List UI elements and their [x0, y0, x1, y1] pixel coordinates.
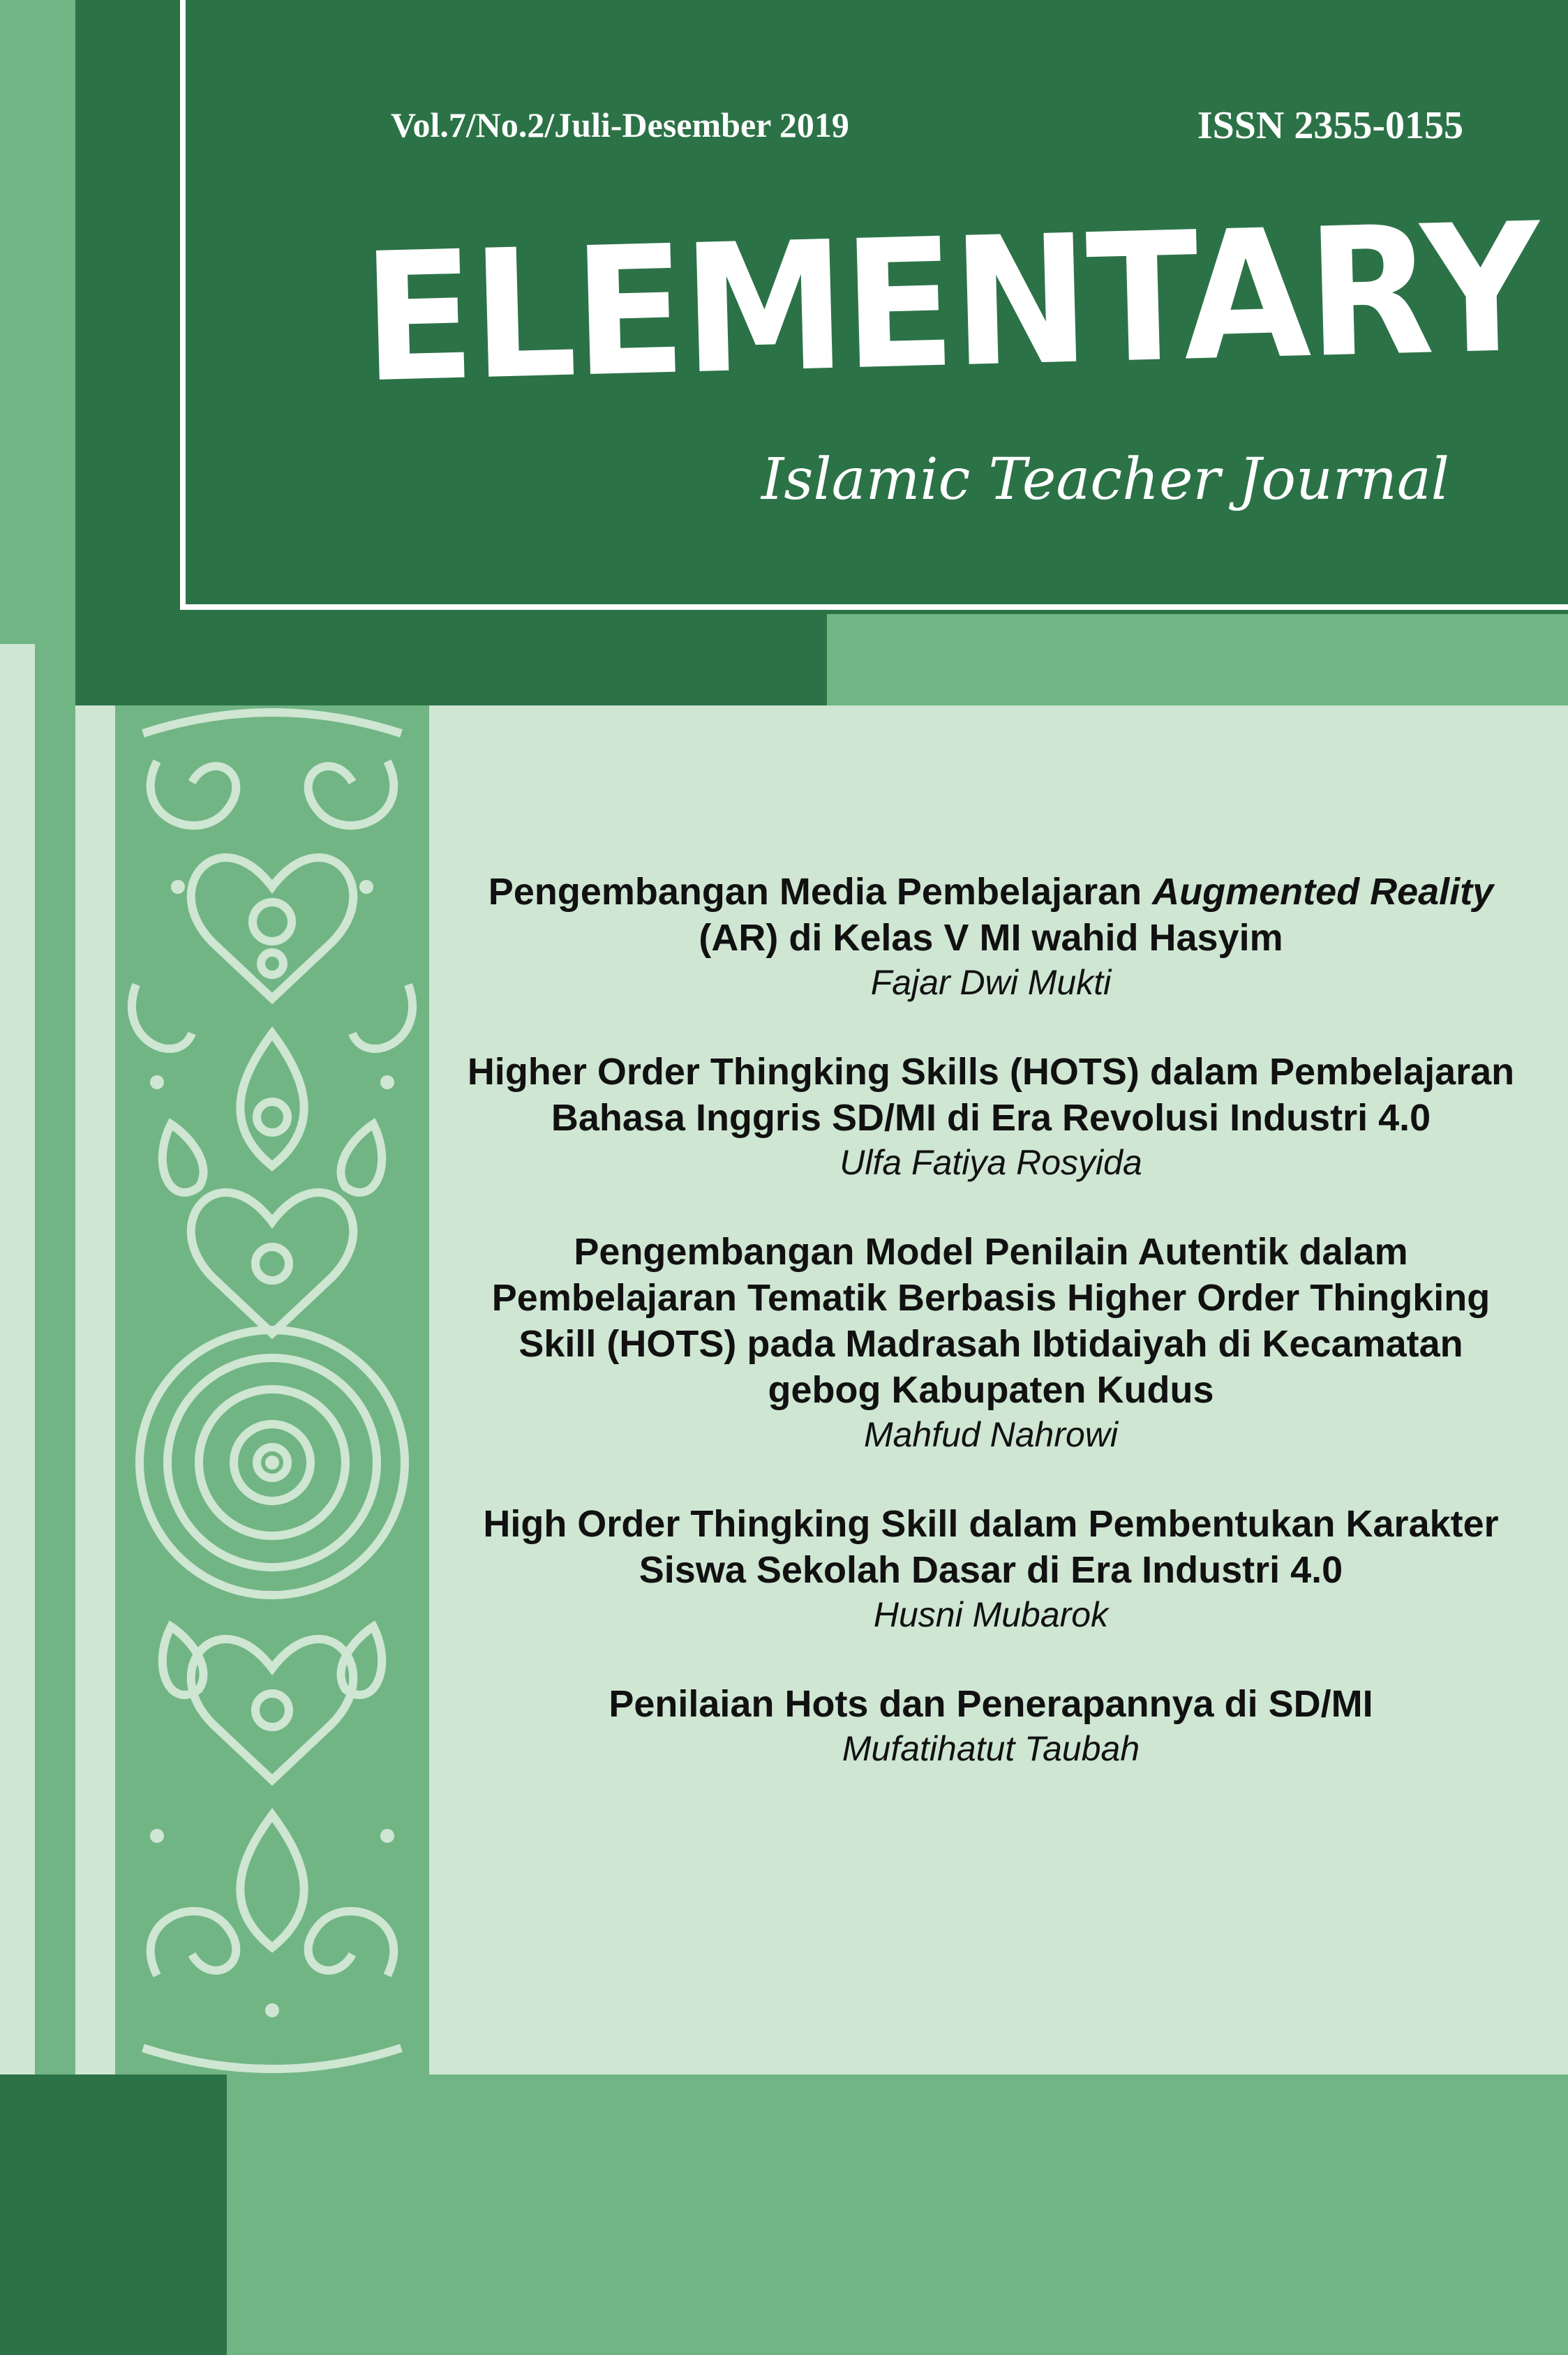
footer-band: [0, 2074, 1568, 2355]
article-author: Mufatihatut Taubah: [842, 1729, 1140, 1768]
article-author: Ulfa Fatiya Rosyida: [839, 1143, 1142, 1182]
journal-subtitle: Islamic Teacher Journal: [761, 447, 1449, 513]
header-accent-band: [827, 614, 1568, 705]
article-title-part: Pengembangan Media Pembelajaran: [488, 871, 1153, 913]
article-title: High Order Thingking Skill dalam Pembentukan Karakter Siswa Sekolah Dasar di Era Industri 4.0: [483, 1503, 1499, 1591]
left-pale-strip: [0, 644, 35, 2074]
footer-dark-block: [0, 2074, 227, 2355]
mandala-ornament-icon: [115, 705, 429, 2076]
journal-title: ELEMENTARY: [360, 186, 1541, 422]
issue-info: Vol.7/No.2/Juli-Desember 2019: [391, 105, 849, 144]
article-title-emphasis: Augmented Reality: [1152, 871, 1494, 913]
article-title: Penilaian Hots dan Penerapannya di SD/MI: [608, 1683, 1373, 1725]
article-item: [461, 1501, 1521, 1636]
article-list: [461, 869, 1521, 1815]
ornament-pattern-strip: [115, 705, 429, 2076]
issn-number: ISSN 2355-0155: [1197, 104, 1463, 147]
article-item: [461, 1681, 1521, 1770]
article-title: Pengembangan Model Penilain Autentik dalam Pembelajaran Tematik Berbasis Higher Order Thingking Skill (HOTS) pada Madrasah Ibtidaiyah di Kecamatan gebog Kabupaten Kudus: [491, 1231, 1491, 1411]
article-item: [461, 869, 1521, 1004]
article-title: [461, 869, 1521, 961]
article-title: Higher Order Thingking Skills (HOTS) dalam Pembelajaran Bahasa Inggris SD/MI di Era Revolusi Industri 4.0: [467, 1051, 1515, 1139]
article-item: [461, 1049, 1521, 1184]
article-author: Fajar Dwi Mukti: [870, 963, 1112, 1002]
article-title-part: (AR) di Kelas V MI wahid Hasyim: [699, 917, 1283, 959]
article-item: [461, 1229, 1521, 1456]
article-author: Husni Mubarok: [873, 1595, 1109, 1634]
article-author: Mahfud Nahrowi: [863, 1415, 1119, 1454]
